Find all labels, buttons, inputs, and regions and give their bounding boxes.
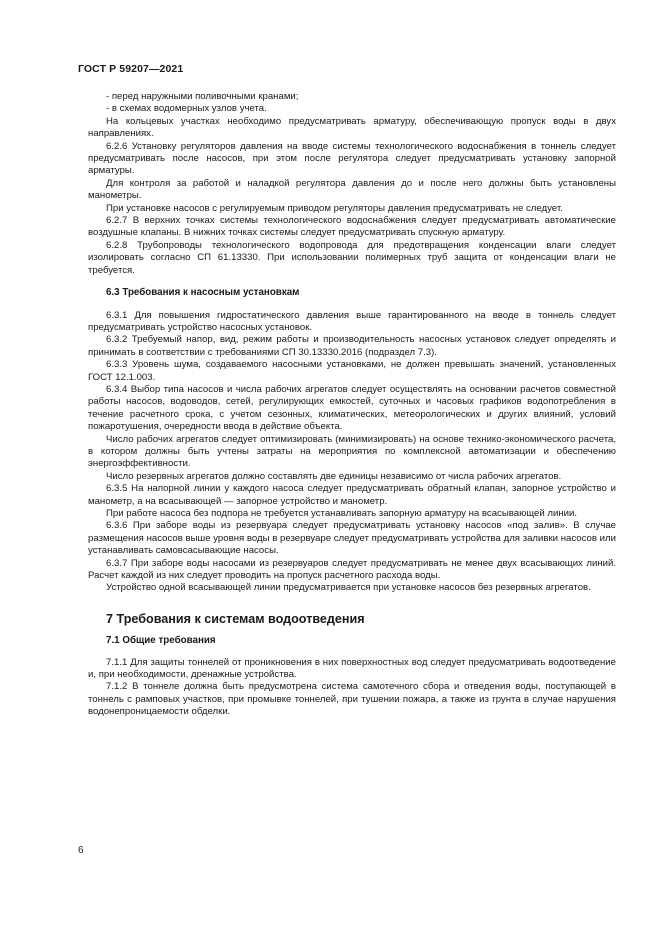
paragraph: При работе насоса без подпора не требуется устанавливать запорную арматуру на всасывающей линии. [106, 508, 578, 519]
document-body [88, 91, 616, 719]
clause-6-2-7: 6.2.7 В верхних точках системы технологического водоснабжения следует предусматривать автоматические воздушные клапаны. В нижних точках системы следует предусматривать спускную арматуру. [88, 215, 616, 239]
paragraph: Устройство одной всасывающей линии предусматривается при установке насосов без резервных агрегатов. [106, 582, 591, 594]
clause-6-3-3: 6.3.3 Уровень шума, создаваемого насосными установками, не должен превышать значений, установленных ГОСТ 12.1.003. [88, 359, 616, 383]
clause-6-3-1: 6.3.1 Для повышения гидростатического давления выше гарантированного на вводе в тоннель следует предусматривать устройство насосных установок. [88, 309, 616, 333]
document-header: ГОСТ Р 59207—2021 [78, 63, 184, 75]
list-item: - в схемах водомерных узлов учета. [106, 103, 267, 115]
clause-6-3-5: 6.3.5 На напорной линии у каждого насоса следует предусматривать обратный клапан, запорное устройство и манометр, а на всасывающей — запорное устройство и манометр. [88, 483, 616, 507]
paragraph: Число рабочих агрегатов следует оптимизировать (минимизировать) на основе технико-экономического расчета, в котором должны быть учтены затраты на мероприятия по комплексной автоматизации и обеспечению энергоэффективности. [88, 433, 616, 470]
subsection-heading-6-3: 6.3 Требования к насосным установкам [106, 287, 300, 299]
clause-6-3-4: 6.3.4 Выбор типа насосов и числа рабочих агрегатов следует осуществлять на основании расчетов совместной работы насосов, водоводов, сетей, регулирующих емкостей, суточных и часовых графиков водопотребления в течение расчетного срока, с учетом сезонных, климатических, метеорологических и других влияний, условий пожаротушения, очередности ввода в действие объекта. [88, 383, 616, 433]
clause-7-1-1: 7.1.1 Для защиты тоннелей от проникновения в них поверхностных вод следует предусматривать водоотведение и, при необходимости, дренажные устройства. [88, 656, 616, 681]
page-number: 6 [78, 845, 84, 856]
paragraph: На кольцевых участках необходимо предусматривать арматуру, обеспечивающую пропуск воды в двух направлениях. [88, 115, 616, 140]
clause-6-3-2: 6.3.2 Требуемый напор, вид, режим работы и производительность насосных установок следует определять и принимать в соответствии с требованиями СП 30.13330.2016 (подраздел 7.3). [88, 334, 616, 358]
clause-6-2-8: 6.2.8 Трубопроводы технологического водопровода для предотвращения конденсации влаги следует изолировать согласно СП 61.13330. При использовании полимерных труб защита от конденсации влаги не требуется. [88, 239, 616, 276]
paragraph: При установке насосов с регулируемым приводом регуляторы давления предусматривать не следует. [106, 202, 563, 214]
subsection-heading-7-1: 7.1 Общие требования [106, 635, 216, 647]
paragraph: Число резервных агрегатов должно составлять две единицы независимо от числа рабочих агрегатов. [106, 470, 562, 482]
section-heading-7: 7 Требования к системам водоотведения [106, 611, 365, 626]
clause-6-2-6: 6.2.6 Установку регуляторов давления на вводе системы технологического водоснабжения в тоннель следует предусматривать после насосов, при этом после регулятора следует предусматривать установку запорной арматуры. [88, 140, 616, 177]
clause-6-3-6: 6.3.6 При заборе воды из резервуара следует предусматривать установку насосов «под залив». В случае размещения насосов выше уровня воды в резервуаре следует предусматривать устройства для заливки насосов или устанавливать самовсасывающие насосы. [88, 520, 616, 557]
clause-6-3-7: 6.3.7 При заборе воды насосами из резервуаров следует предусматривать не менее двух всасывающих линий. Расчет каждой из них следует проводить на пропуск расчетного расхода воды. [88, 557, 616, 582]
paragraph: Для контроля за работой и наладкой регулятора давления до и после него должны быть установлены манометры. [88, 177, 616, 202]
list-item: - перед наружными поливочными кранами; [106, 91, 299, 102]
clause-7-1-2: 7.1.2 В тоннеле должна быть предусмотрена система самотечного сбора и отведения воды, поступающей в тоннель с рамповых участков, при промывке тоннелей, при тушении пожара, а также из грунта в случае нарушения водонепроницаемости обделки. [88, 681, 616, 718]
